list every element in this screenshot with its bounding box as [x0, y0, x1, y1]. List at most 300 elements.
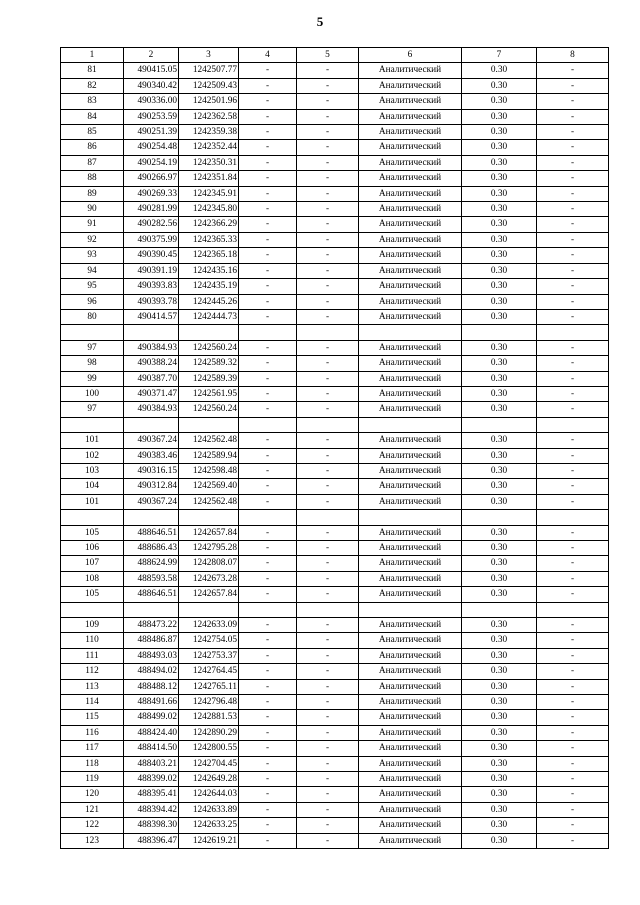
- accuracy-cell: 0.30: [462, 386, 537, 401]
- column-4-value-cell: -: [239, 294, 297, 309]
- column-4-value-cell: -: [239, 741, 297, 756]
- point-number-cell: 94: [61, 263, 124, 278]
- point-number-cell: 95: [61, 279, 124, 294]
- x-coordinate-cell: 488396.47: [124, 833, 179, 848]
- table-row: [61, 571, 609, 586]
- column-4-value-cell: -: [239, 78, 297, 93]
- method-cell: Аналитический: [359, 556, 462, 571]
- method-cell: Аналитический: [359, 525, 462, 540]
- method-cell: Аналитический: [359, 587, 462, 602]
- column-5-value-cell: -: [297, 725, 359, 740]
- column-4-value-cell: [239, 510, 297, 525]
- method-cell: Аналитический: [359, 833, 462, 848]
- x-coordinate-cell: 490388.24: [124, 356, 179, 371]
- accuracy-cell: [462, 417, 537, 432]
- column-8-value-cell: -: [537, 294, 609, 309]
- accuracy-cell: 0.30: [462, 202, 537, 217]
- x-coordinate-cell: 490266.97: [124, 171, 179, 186]
- point-number-cell: 114: [61, 695, 124, 710]
- method-cell: Аналитический: [359, 309, 462, 324]
- column-5-value-cell: -: [297, 617, 359, 632]
- point-number-cell: 123: [61, 833, 124, 848]
- x-coordinate-cell: [124, 602, 179, 617]
- column-5-value-cell: -: [297, 540, 359, 555]
- column-8-value-cell: -: [537, 186, 609, 201]
- x-coordinate-cell: [124, 510, 179, 525]
- point-number-cell: 107: [61, 556, 124, 571]
- point-number-cell: 105: [61, 525, 124, 540]
- x-coordinate-cell: 488473.22: [124, 617, 179, 632]
- x-coordinate-cell: 490391.19: [124, 263, 179, 278]
- table-row: [61, 140, 609, 155]
- accuracy-cell: 0.30: [462, 787, 537, 802]
- table-row: [61, 494, 609, 509]
- column-header: 7: [462, 48, 537, 63]
- y-coordinate-cell: 1242796.48: [179, 695, 239, 710]
- table-row: [61, 202, 609, 217]
- column-5-value-cell: -: [297, 433, 359, 448]
- y-coordinate-cell: 1242351.84: [179, 171, 239, 186]
- column-4-value-cell: -: [239, 479, 297, 494]
- column-4-value-cell: -: [239, 463, 297, 478]
- x-coordinate-cell: 488646.51: [124, 525, 179, 540]
- method-cell: Аналитический: [359, 648, 462, 663]
- column-header: 6: [359, 48, 462, 63]
- table-row: [61, 664, 609, 679]
- method-cell: Аналитический: [359, 633, 462, 648]
- accuracy-cell: 0.30: [462, 155, 537, 170]
- column-4-value-cell: -: [239, 402, 297, 417]
- x-coordinate-cell: 490384.93: [124, 340, 179, 355]
- column-4-value-cell: -: [239, 617, 297, 632]
- method-cell: Аналитический: [359, 725, 462, 740]
- point-number-cell: [61, 510, 124, 525]
- point-number-cell: 108: [61, 571, 124, 586]
- table-row: [61, 371, 609, 386]
- method-cell: Аналитический: [359, 494, 462, 509]
- method-cell: Аналитический: [359, 433, 462, 448]
- table-row: [61, 433, 609, 448]
- column-8-value-cell: -: [537, 664, 609, 679]
- method-cell: Аналитический: [359, 756, 462, 771]
- column-8-value-cell: [537, 510, 609, 525]
- x-coordinate-cell: 488399.02: [124, 772, 179, 787]
- column-5-value-cell: -: [297, 556, 359, 571]
- method-cell: Аналитический: [359, 109, 462, 124]
- y-coordinate-cell: 1242365.33: [179, 232, 239, 247]
- column-8-value-cell: -: [537, 94, 609, 109]
- method-cell: Аналитический: [359, 802, 462, 817]
- accuracy-cell: 0.30: [462, 833, 537, 848]
- accuracy-cell: [462, 325, 537, 340]
- method-cell: Аналитический: [359, 248, 462, 263]
- point-number-cell: 90: [61, 202, 124, 217]
- column-4-value-cell: -: [239, 833, 297, 848]
- column-8-value-cell: -: [537, 787, 609, 802]
- y-coordinate-cell: 1242754.05: [179, 633, 239, 648]
- x-coordinate-cell: 490253.59: [124, 109, 179, 124]
- table-row: [61, 109, 609, 124]
- point-number-cell: [61, 417, 124, 432]
- table-row: [61, 818, 609, 833]
- accuracy-cell: 0.30: [462, 648, 537, 663]
- column-8-value-cell: -: [537, 140, 609, 155]
- table-row: [61, 294, 609, 309]
- y-coordinate-cell: 1242633.89: [179, 802, 239, 817]
- column-8-value-cell: -: [537, 818, 609, 833]
- table-row: [61, 94, 609, 109]
- column-5-value-cell: -: [297, 463, 359, 478]
- accuracy-cell: 0.30: [462, 679, 537, 694]
- y-coordinate-cell: 1242633.09: [179, 617, 239, 632]
- column-5-value-cell: [297, 602, 359, 617]
- table-row: [61, 78, 609, 93]
- column-8-value-cell: -: [537, 109, 609, 124]
- column-5-value-cell: -: [297, 309, 359, 324]
- column-4-value-cell: -: [239, 248, 297, 263]
- accuracy-cell: 0.30: [462, 263, 537, 278]
- column-8-value-cell: -: [537, 171, 609, 186]
- y-coordinate-cell: 1242657.84: [179, 525, 239, 540]
- point-number-cell: 109: [61, 617, 124, 632]
- table-row: [61, 725, 609, 740]
- method-cell: Аналитический: [359, 463, 462, 478]
- column-8-value-cell: -: [537, 248, 609, 263]
- point-number-cell: 80: [61, 309, 124, 324]
- column-8-value-cell: -: [537, 309, 609, 324]
- table-row: [61, 756, 609, 771]
- table-row: [61, 217, 609, 232]
- column-4-value-cell: -: [239, 772, 297, 787]
- point-number-cell: 100: [61, 386, 124, 401]
- table-row: [61, 587, 609, 602]
- x-coordinate-cell: [124, 325, 179, 340]
- accuracy-cell: 0.30: [462, 772, 537, 787]
- accuracy-cell: 0.30: [462, 294, 537, 309]
- column-4-value-cell: -: [239, 186, 297, 201]
- y-coordinate-cell: 1242444.73: [179, 309, 239, 324]
- point-number-cell: 122: [61, 818, 124, 833]
- accuracy-cell: 0.30: [462, 463, 537, 478]
- accuracy-cell: 0.30: [462, 633, 537, 648]
- x-coordinate-cell: 490254.48: [124, 140, 179, 155]
- accuracy-cell: 0.30: [462, 63, 537, 78]
- point-number-cell: 81: [61, 63, 124, 78]
- y-coordinate-cell: 1242765.11: [179, 679, 239, 694]
- x-coordinate-cell: 490414.57: [124, 309, 179, 324]
- y-coordinate-cell: 1242509.43: [179, 78, 239, 93]
- y-coordinate-cell: 1242366.29: [179, 217, 239, 232]
- point-number-cell: 97: [61, 402, 124, 417]
- column-5-value-cell: -: [297, 279, 359, 294]
- column-5-value-cell: -: [297, 710, 359, 725]
- x-coordinate-cell: 488395.41: [124, 787, 179, 802]
- accuracy-cell: 0.30: [462, 402, 537, 417]
- column-4-value-cell: -: [239, 818, 297, 833]
- method-cell: Аналитический: [359, 540, 462, 555]
- column-4-value-cell: [239, 325, 297, 340]
- table-header-row: [61, 48, 609, 63]
- table-row: [61, 186, 609, 201]
- column-8-value-cell: [537, 417, 609, 432]
- accuracy-cell: 0.30: [462, 587, 537, 602]
- column-5-value-cell: -: [297, 741, 359, 756]
- point-number-cell: 99: [61, 371, 124, 386]
- column-8-value-cell: -: [537, 63, 609, 78]
- table-row: [61, 833, 609, 848]
- y-coordinate-cell: 1242435.16: [179, 263, 239, 278]
- x-coordinate-cell: 490367.24: [124, 494, 179, 509]
- x-coordinate-cell: 488424.40: [124, 725, 179, 740]
- table-row: [61, 525, 609, 540]
- accuracy-cell: 0.30: [462, 371, 537, 386]
- method-cell: Аналитический: [359, 171, 462, 186]
- x-coordinate-cell: 488494.02: [124, 664, 179, 679]
- column-5-value-cell: -: [297, 402, 359, 417]
- method-cell: Аналитический: [359, 617, 462, 632]
- point-number-cell: 110: [61, 633, 124, 648]
- y-coordinate-cell: 1242764.45: [179, 664, 239, 679]
- method-cell: Аналитический: [359, 571, 462, 586]
- table-row: [61, 648, 609, 663]
- method-cell: Аналитический: [359, 664, 462, 679]
- point-number-cell: 105: [61, 587, 124, 602]
- column-4-value-cell: -: [239, 695, 297, 710]
- column-4-value-cell: -: [239, 679, 297, 694]
- column-4-value-cell: -: [239, 587, 297, 602]
- column-8-value-cell: -: [537, 232, 609, 247]
- page-number: 5: [316, 14, 324, 29]
- column-5-value-cell: -: [297, 525, 359, 540]
- point-number-cell: 82: [61, 78, 124, 93]
- column-5-value-cell: -: [297, 140, 359, 155]
- table-row: [61, 63, 609, 78]
- x-coordinate-cell: 488398.30: [124, 818, 179, 833]
- column-5-value-cell: -: [297, 386, 359, 401]
- accuracy-cell: 0.30: [462, 710, 537, 725]
- x-coordinate-cell: 490390.45: [124, 248, 179, 263]
- column-4-value-cell: -: [239, 494, 297, 509]
- table-row: [61, 171, 609, 186]
- x-coordinate-cell: 488493.03: [124, 648, 179, 663]
- column-header: 8: [537, 48, 609, 63]
- column-5-value-cell: -: [297, 448, 359, 463]
- column-8-value-cell: -: [537, 648, 609, 663]
- column-4-value-cell: -: [239, 140, 297, 155]
- y-coordinate-cell: 1242350.31: [179, 155, 239, 170]
- table-row: [61, 741, 609, 756]
- x-coordinate-cell: 490336.00: [124, 94, 179, 109]
- column-5-value-cell: -: [297, 695, 359, 710]
- column-5-value-cell: -: [297, 587, 359, 602]
- x-coordinate-cell: 488499.02: [124, 710, 179, 725]
- point-number-cell: 88: [61, 171, 124, 186]
- column-4-value-cell: -: [239, 63, 297, 78]
- y-coordinate-cell: 1242598.48: [179, 463, 239, 478]
- column-4-value-cell: -: [239, 540, 297, 555]
- column-8-value-cell: -: [537, 202, 609, 217]
- column-4-value-cell: -: [239, 171, 297, 186]
- method-cell: Аналитический: [359, 695, 462, 710]
- column-8-value-cell: -: [537, 802, 609, 817]
- column-4-value-cell: -: [239, 109, 297, 124]
- column-8-value-cell: -: [537, 540, 609, 555]
- y-coordinate-cell: 1242562.48: [179, 494, 239, 509]
- accuracy-cell: 0.30: [462, 695, 537, 710]
- method-cell: Аналитический: [359, 340, 462, 355]
- column-8-value-cell: -: [537, 494, 609, 509]
- method-cell: Аналитический: [359, 679, 462, 694]
- accuracy-cell: 0.30: [462, 109, 537, 124]
- table-body: [61, 63, 609, 849]
- x-coordinate-cell: 490387.70: [124, 371, 179, 386]
- table-row: [61, 232, 609, 247]
- column-4-value-cell: -: [239, 279, 297, 294]
- accuracy-cell: 0.30: [462, 232, 537, 247]
- accuracy-cell: 0.30: [462, 433, 537, 448]
- method-cell: Аналитический: [359, 386, 462, 401]
- column-4-value-cell: -: [239, 94, 297, 109]
- y-coordinate-cell: 1242501.96: [179, 94, 239, 109]
- x-coordinate-cell: 490312.84: [124, 479, 179, 494]
- x-coordinate-cell: 488593.58: [124, 571, 179, 586]
- table-row: [61, 710, 609, 725]
- method-cell: Аналитический: [359, 741, 462, 756]
- method-cell: Аналитический: [359, 279, 462, 294]
- column-4-value-cell: -: [239, 756, 297, 771]
- table-row: [61, 556, 609, 571]
- accuracy-cell: [462, 510, 537, 525]
- y-coordinate-cell: [179, 325, 239, 340]
- y-coordinate-cell: 1242345.80: [179, 202, 239, 217]
- method-cell: [359, 510, 462, 525]
- y-coordinate-cell: 1242435.19: [179, 279, 239, 294]
- column-8-value-cell: -: [537, 125, 609, 140]
- column-5-value-cell: [297, 510, 359, 525]
- accuracy-cell: 0.30: [462, 125, 537, 140]
- y-coordinate-cell: 1242890.29: [179, 725, 239, 740]
- column-5-value-cell: -: [297, 772, 359, 787]
- column-8-value-cell: -: [537, 556, 609, 571]
- point-number-cell: 89: [61, 186, 124, 201]
- column-8-value-cell: -: [537, 263, 609, 278]
- y-coordinate-cell: 1242359.38: [179, 125, 239, 140]
- column-8-value-cell: -: [537, 587, 609, 602]
- table-row: [61, 463, 609, 478]
- column-5-value-cell: [297, 325, 359, 340]
- column-4-value-cell: [239, 417, 297, 432]
- table-row: [61, 125, 609, 140]
- accuracy-cell: 0.30: [462, 248, 537, 263]
- column-5-value-cell: -: [297, 63, 359, 78]
- point-number-cell: 111: [61, 648, 124, 663]
- column-header: 2: [124, 48, 179, 63]
- accuracy-cell: 0.30: [462, 217, 537, 232]
- method-cell: Аналитический: [359, 294, 462, 309]
- method-cell: Аналитический: [359, 217, 462, 232]
- table-row: [61, 309, 609, 324]
- accuracy-cell: 0.30: [462, 94, 537, 109]
- accuracy-cell: 0.30: [462, 186, 537, 201]
- accuracy-cell: 0.30: [462, 725, 537, 740]
- column-5-value-cell: -: [297, 833, 359, 848]
- table-row: [61, 325, 609, 340]
- x-coordinate-cell: 488646.51: [124, 587, 179, 602]
- table-row: [61, 340, 609, 355]
- column-5-value-cell: -: [297, 371, 359, 386]
- x-coordinate-cell: 488624.99: [124, 556, 179, 571]
- accuracy-cell: [462, 602, 537, 617]
- table-row: [61, 540, 609, 555]
- x-coordinate-cell: 490383.46: [124, 448, 179, 463]
- column-4-value-cell: -: [239, 556, 297, 571]
- column-4-value-cell: -: [239, 263, 297, 278]
- x-coordinate-cell: 490251.39: [124, 125, 179, 140]
- method-cell: [359, 325, 462, 340]
- point-number-cell: 83: [61, 94, 124, 109]
- column-8-value-cell: -: [537, 710, 609, 725]
- column-8-value-cell: -: [537, 371, 609, 386]
- y-coordinate-cell: 1242560.24: [179, 402, 239, 417]
- column-4-value-cell: -: [239, 525, 297, 540]
- column-header: 4: [239, 48, 297, 63]
- x-coordinate-cell: 488403.21: [124, 756, 179, 771]
- method-cell: Аналитический: [359, 772, 462, 787]
- x-coordinate-cell: 488414.50: [124, 741, 179, 756]
- point-number-cell: 112: [61, 664, 124, 679]
- y-coordinate-cell: 1242657.84: [179, 587, 239, 602]
- column-5-value-cell: -: [297, 94, 359, 109]
- y-coordinate-cell: 1242619.21: [179, 833, 239, 848]
- table-row: [61, 602, 609, 617]
- column-4-value-cell: -: [239, 371, 297, 386]
- column-5-value-cell: -: [297, 186, 359, 201]
- column-5-value-cell: -: [297, 171, 359, 186]
- method-cell: Аналитический: [359, 94, 462, 109]
- method-cell: Аналитический: [359, 479, 462, 494]
- accuracy-cell: 0.30: [462, 540, 537, 555]
- x-coordinate-cell: 488686.43: [124, 540, 179, 555]
- table-row: [61, 356, 609, 371]
- column-5-value-cell: -: [297, 217, 359, 232]
- method-cell: [359, 602, 462, 617]
- column-8-value-cell: -: [537, 756, 609, 771]
- point-number-cell: 102: [61, 448, 124, 463]
- column-5-value-cell: -: [297, 479, 359, 494]
- column-8-value-cell: -: [537, 386, 609, 401]
- column-4-value-cell: -: [239, 787, 297, 802]
- table-row: [61, 510, 609, 525]
- table-row: [61, 155, 609, 170]
- point-number-cell: 84: [61, 109, 124, 124]
- accuracy-cell: 0.30: [462, 664, 537, 679]
- column-8-value-cell: -: [537, 741, 609, 756]
- table-row: [61, 448, 609, 463]
- y-coordinate-cell: [179, 417, 239, 432]
- column-header: 5: [297, 48, 359, 63]
- y-coordinate-cell: 1242362.58: [179, 109, 239, 124]
- column-4-value-cell: -: [239, 710, 297, 725]
- column-4-value-cell: -: [239, 664, 297, 679]
- accuracy-cell: 0.30: [462, 279, 537, 294]
- table-row: [61, 279, 609, 294]
- point-number-cell: 93: [61, 248, 124, 263]
- column-5-value-cell: -: [297, 232, 359, 247]
- accuracy-cell: 0.30: [462, 741, 537, 756]
- column-5-value-cell: -: [297, 202, 359, 217]
- column-5-value-cell: -: [297, 633, 359, 648]
- column-8-value-cell: -: [537, 633, 609, 648]
